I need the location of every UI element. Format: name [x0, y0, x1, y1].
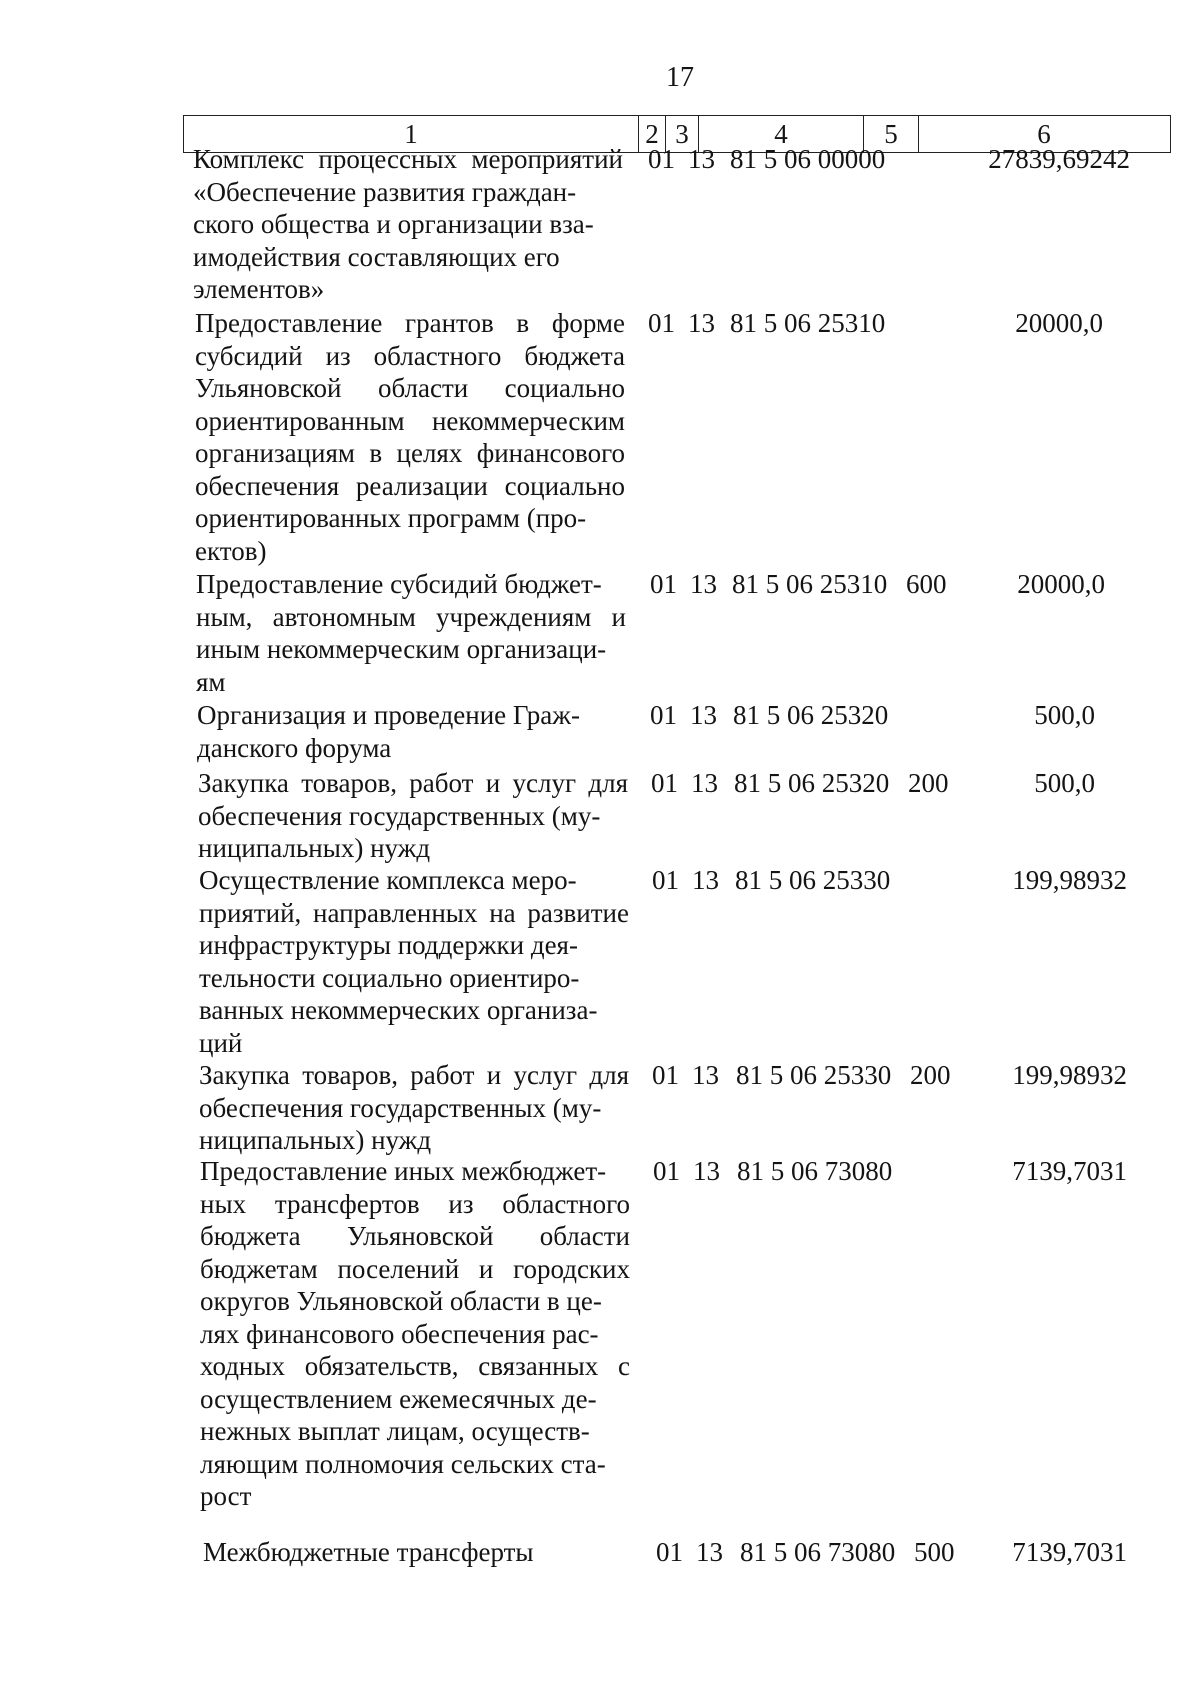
row-col-3: 13 [692, 865, 719, 895]
row-name: Межбюджетные трансферты [203, 1537, 534, 1567]
row-col-4: 81 5 06 25330 [735, 865, 891, 895]
header-col-2: 2 [639, 116, 666, 152]
row-col-2: 01 [650, 700, 677, 730]
row-col-2: 01 [652, 1060, 679, 1090]
row-name: Предоставление иных межбюджет- ных трансфертов из областного бюджета Ульяновской области бюджетам поселений и городских округов Ульяновской области в це- лях финансового обеспечения рас- ходных обязательств, связанных с осуществлением ежемесячных де- нежных выплат лицам, осуществ- ляющим полномочия сельских ста- рост [200, 1156, 630, 1511]
row-col-3: 13 [688, 144, 715, 174]
row-col-5: 200 [908, 768, 949, 798]
row-col-4: 81 5 06 25310 [732, 569, 888, 599]
row-col-2: 01 [648, 308, 675, 338]
row-col-4: 81 5 06 25310 [730, 308, 886, 338]
row-name: Осуществление комплекса меро- приятий, направленных на развитие инфраструктуры поддержки дея- тельности социально ориентиро- ванных некоммерческих организа- ций [199, 865, 629, 1058]
row-col-5: 200 [910, 1060, 951, 1090]
row-col-6: 27839,69242 [988, 144, 1130, 174]
row-col-2: 01 [648, 144, 675, 174]
row-col-3: 13 [691, 768, 718, 798]
row-name: Закупка товаров, работ и услуг для обеспечения государственных (му- ниципальных) нужд [198, 768, 628, 863]
header-col-1: 1 [184, 116, 639, 152]
row-col-4: 81 5 06 25320 [734, 768, 890, 798]
row-col-6: 500,0 [1034, 768, 1095, 798]
row-col-4: 81 5 06 73080 [740, 1537, 896, 1567]
row-col-4: 81 5 06 25330 [736, 1060, 892, 1090]
row-col-3: 13 [692, 1060, 719, 1090]
row-col-6: 20000,0 [1015, 308, 1103, 338]
row-name: Предоставление грантов в форме субсидий из областного бюджета Ульяновской области социально ориентированным некоммерческим организациям в целях финансового обеспечения реализации социально ориентированных программ (про- ектов) [195, 308, 625, 566]
row-col-2: 01 [656, 1537, 683, 1567]
row-col-4: 81 5 06 25320 [733, 700, 889, 730]
page-number: 17 [666, 62, 694, 93]
row-col-6: 20000,0 [1017, 569, 1105, 599]
row-col-3: 13 [696, 1537, 723, 1567]
row-col-6: 199,98932 [1012, 865, 1127, 895]
header-col-5: 5 [864, 116, 919, 152]
row-col-4: 81 5 06 73080 [737, 1156, 893, 1186]
row-col-2: 01 [650, 569, 677, 599]
row-col-6: 500,0 [1034, 700, 1095, 730]
row-name: Закупка товаров, работ и услуг для обеспечения государственных (му- ниципальных) нужд [199, 1060, 629, 1155]
row-col-3: 13 [693, 1156, 720, 1186]
row-col-3: 13 [690, 700, 717, 730]
header-col-3: 3 [666, 116, 699, 152]
row-col-4: 81 5 06 00000 [730, 144, 886, 174]
row-name: Предоставление субсидий бюджет- ным, автономным учреждениям и иным некоммерческим организаци- ям [196, 569, 626, 697]
row-col-3: 13 [690, 569, 717, 599]
header-col-6: 6 [1037, 119, 1051, 149]
row-col-2: 01 [651, 768, 678, 798]
row-col-6: 199,98932 [1012, 1060, 1127, 1090]
row-col-6: 7139,7031 [1012, 1537, 1127, 1567]
row-col-2: 01 [653, 1156, 680, 1186]
row-col-5: 500 [914, 1537, 955, 1567]
row-col-6: 7139,7031 [1012, 1156, 1127, 1186]
row-col-2: 01 [652, 865, 679, 895]
row-col-5: 600 [906, 569, 947, 599]
row-name: Организация и проведение Граж- данского форума [197, 700, 580, 763]
row-col-3: 13 [688, 308, 715, 338]
row-name: Комплекс процессных мероприятий «Обеспечение развития граждан- ского общества и организации вза- имодействия составляющих его элементов» [193, 144, 623, 304]
header-col-4: 4 [699, 116, 864, 152]
